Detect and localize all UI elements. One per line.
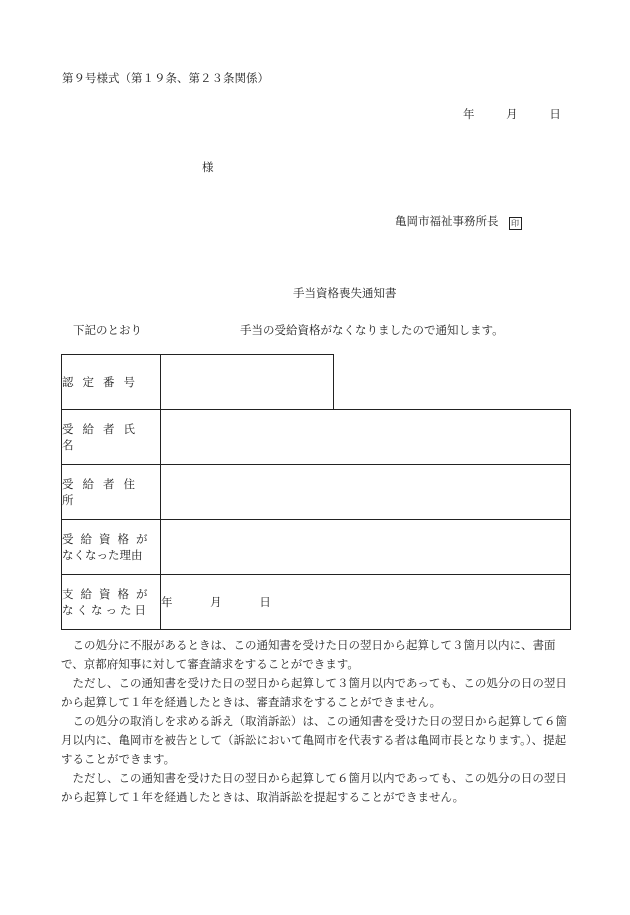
appeal-notes xyxy=(61,636,575,807)
intro-prefix: 下記のとおり xyxy=(73,323,142,337)
issuer xyxy=(395,213,522,230)
label-recipient-name: 受給者氏名 xyxy=(62,410,161,465)
intro-body: 手当の受給資格がなくなりましたので通知します。 xyxy=(240,323,504,337)
table-row xyxy=(62,465,571,520)
date-year-label: 年 xyxy=(161,595,173,609)
document-title: 手当資格喪失通知書 xyxy=(293,286,397,300)
label-recipient-address: 受給者住所 xyxy=(62,465,161,520)
table-blank-area xyxy=(334,355,571,410)
issuer-name: 亀岡市福祉事務所長 xyxy=(395,214,499,228)
recipient-suffix: 様 xyxy=(202,160,214,174)
certification-number-field[interactable] xyxy=(161,355,334,410)
note-paragraph: ただし、この通知書を受けた日の翌日から起算して３箇月以内であっても、この処分の日の翌日から起算して１年を経過したときは、審査請求をすることができません。 xyxy=(61,676,567,709)
note-paragraph: この処分の取消しを求める訴え（取消訴訟）は、この通知書を受けた日の翌日から起算して６箇月以内に、亀岡市を被告として（訴訟において亀岡市を代表する者は亀岡市長となります。）、提起することができます。 xyxy=(61,714,567,766)
recipient-name-field[interactable] xyxy=(161,410,571,465)
disqualification-date-field[interactable] xyxy=(161,575,571,630)
date-month-label: 月 xyxy=(506,107,518,121)
date-day-label: 日 xyxy=(259,595,271,609)
label-certification-number: 認定番号 xyxy=(62,355,161,410)
issue-date xyxy=(463,106,561,122)
form-number: 第９号様式（第１９条、第２３条関係） xyxy=(62,71,269,85)
seal-mark: 印 xyxy=(509,217,522,230)
table-row xyxy=(62,520,571,575)
date-year-label: 年 xyxy=(463,107,475,121)
table-row xyxy=(62,355,571,410)
note-paragraph: ただし、この通知書を受けた日の翌日から起算して６箇月以内であっても、この処分の日の翌日から起算して１年を経過したときは、取消訴訟を提起することができません。 xyxy=(61,771,567,804)
date-month-label: 月 xyxy=(210,595,222,609)
label-line: なくなった日 xyxy=(62,603,149,617)
label-line: 支給資格が xyxy=(62,587,155,601)
disqualification-reason-field[interactable] xyxy=(161,520,571,575)
details-table xyxy=(61,354,571,630)
label-line: なくなった理由 xyxy=(62,548,143,562)
table-row xyxy=(62,410,571,465)
note-paragraph: この処分に不服があるときは、この通知書を受けた日の翌日から起算して３箇月以内に、書面で、京都府知事に対して審査請求をすることができます。 xyxy=(61,638,556,671)
label-disqualification-date xyxy=(62,575,161,630)
table-row xyxy=(62,575,571,630)
label-line: 受給資格が xyxy=(62,532,155,546)
recipient-address-field[interactable] xyxy=(161,465,571,520)
label-disqualification-reason xyxy=(62,520,161,575)
date-day-label: 日 xyxy=(549,107,561,121)
